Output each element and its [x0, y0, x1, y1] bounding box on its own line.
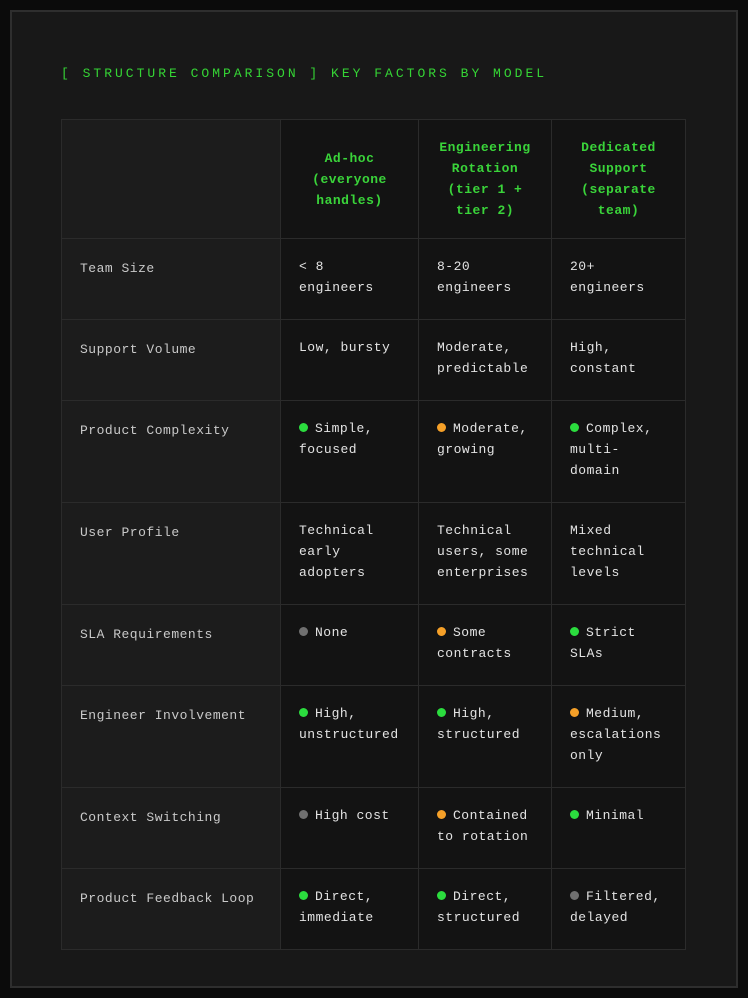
- cell-text: Direct, structured: [437, 889, 521, 925]
- status-dot-icon: [437, 423, 446, 432]
- factor-cell: [419, 686, 552, 788]
- cell-text: Technical users, some enterprises: [437, 523, 529, 580]
- table-row: [62, 788, 686, 869]
- factor-cell: [281, 320, 419, 401]
- table-body: [62, 239, 686, 950]
- status-dot-icon: [299, 708, 308, 717]
- page-title: [ STRUCTURE COMPARISON ] KEY FACTORS BY MODEL: [61, 66, 548, 81]
- row-label: Support Volume: [62, 320, 281, 401]
- cell-text: Some contracts: [437, 625, 512, 661]
- factor-cell: [419, 239, 552, 320]
- table-row: [62, 239, 686, 320]
- cell-text: Contained to rotation: [437, 808, 529, 844]
- status-dot-icon: [437, 708, 446, 717]
- factor-cell: [281, 503, 419, 605]
- header-row: [62, 120, 686, 239]
- column-header-rotation: Engineering Rotation (tier 1 + tier 2): [419, 120, 552, 239]
- table-row: [62, 320, 686, 401]
- column-header-adhoc: Ad-hoc (everyone handles): [281, 120, 419, 239]
- cell-text: Simple, focused: [299, 421, 374, 457]
- factor-cell: [552, 788, 686, 869]
- table-header: [62, 120, 686, 239]
- status-dot-icon: [299, 423, 308, 432]
- factor-cell: [552, 239, 686, 320]
- row-label: User Profile: [62, 503, 281, 605]
- factor-cell: [281, 788, 419, 869]
- status-dot-icon: [570, 423, 579, 432]
- cell-text: High, unstructured: [299, 706, 399, 742]
- cell-text: < 8 engineers: [299, 259, 374, 295]
- factor-cell: [552, 503, 686, 605]
- factor-cell: [552, 401, 686, 503]
- cell-text: Moderate, growing: [437, 421, 528, 457]
- status-dot-icon: [570, 810, 579, 819]
- cell-text: 20+ engineers: [570, 259, 645, 295]
- status-dot-icon: [437, 810, 446, 819]
- status-dot-icon: [570, 708, 579, 717]
- row-label: Context Switching: [62, 788, 281, 869]
- row-label: SLA Requirements: [62, 605, 281, 686]
- cell-text: Strict SLAs: [570, 625, 636, 661]
- cell-text: High, structured: [437, 706, 521, 742]
- cell-text: Medium, escalations only: [570, 706, 662, 763]
- factor-cell: [419, 320, 552, 401]
- cell-text: Minimal: [586, 808, 645, 823]
- cell-text: Complex, multi-domain: [570, 421, 653, 478]
- row-label: Product Feedback Loop: [62, 869, 281, 950]
- factor-cell: [281, 686, 419, 788]
- cell-text: Mixed technical levels: [570, 523, 645, 580]
- cell-text: Low, bursty: [299, 340, 391, 355]
- row-label: Team Size: [62, 239, 281, 320]
- factor-cell: [552, 869, 686, 950]
- factor-cell: [552, 686, 686, 788]
- table-row: [62, 401, 686, 503]
- cell-text: High cost: [315, 808, 390, 823]
- cell-text: 8-20 engineers: [437, 259, 512, 295]
- factor-cell: [419, 605, 552, 686]
- table-row: [62, 869, 686, 950]
- cell-text: Direct, immediate: [299, 889, 374, 925]
- comparison-table: [61, 119, 686, 950]
- row-label: Engineer Involvement: [62, 686, 281, 788]
- status-dot-icon: [299, 627, 308, 636]
- table-row: [62, 503, 686, 605]
- status-dot-icon: [570, 891, 579, 900]
- cell-text: High, constant: [570, 340, 637, 376]
- factor-cell: [419, 788, 552, 869]
- column-header-dedicated: Dedicated Support (separate team): [552, 120, 686, 239]
- cell-text: None: [315, 625, 349, 640]
- factor-cell: [281, 605, 419, 686]
- cell-text: Filtered, delayed: [570, 889, 661, 925]
- factor-cell: [419, 503, 552, 605]
- factor-cell: [419, 401, 552, 503]
- status-dot-icon: [299, 810, 308, 819]
- factor-cell: [281, 869, 419, 950]
- cell-text: Technical early adopters: [299, 523, 374, 580]
- status-dot-icon: [437, 627, 446, 636]
- content-panel: [10, 10, 738, 988]
- status-dot-icon: [437, 891, 446, 900]
- table-row: [62, 605, 686, 686]
- table-row: [62, 686, 686, 788]
- factor-cell: [552, 605, 686, 686]
- factor-cell: [281, 239, 419, 320]
- status-dot-icon: [570, 627, 579, 636]
- factor-cell: [419, 869, 552, 950]
- cell-text: Moderate, predictable: [437, 340, 529, 376]
- corner-cell: [62, 120, 281, 239]
- factor-cell: [552, 320, 686, 401]
- row-label: Product Complexity: [62, 401, 281, 503]
- factor-cell: [281, 401, 419, 503]
- status-dot-icon: [299, 891, 308, 900]
